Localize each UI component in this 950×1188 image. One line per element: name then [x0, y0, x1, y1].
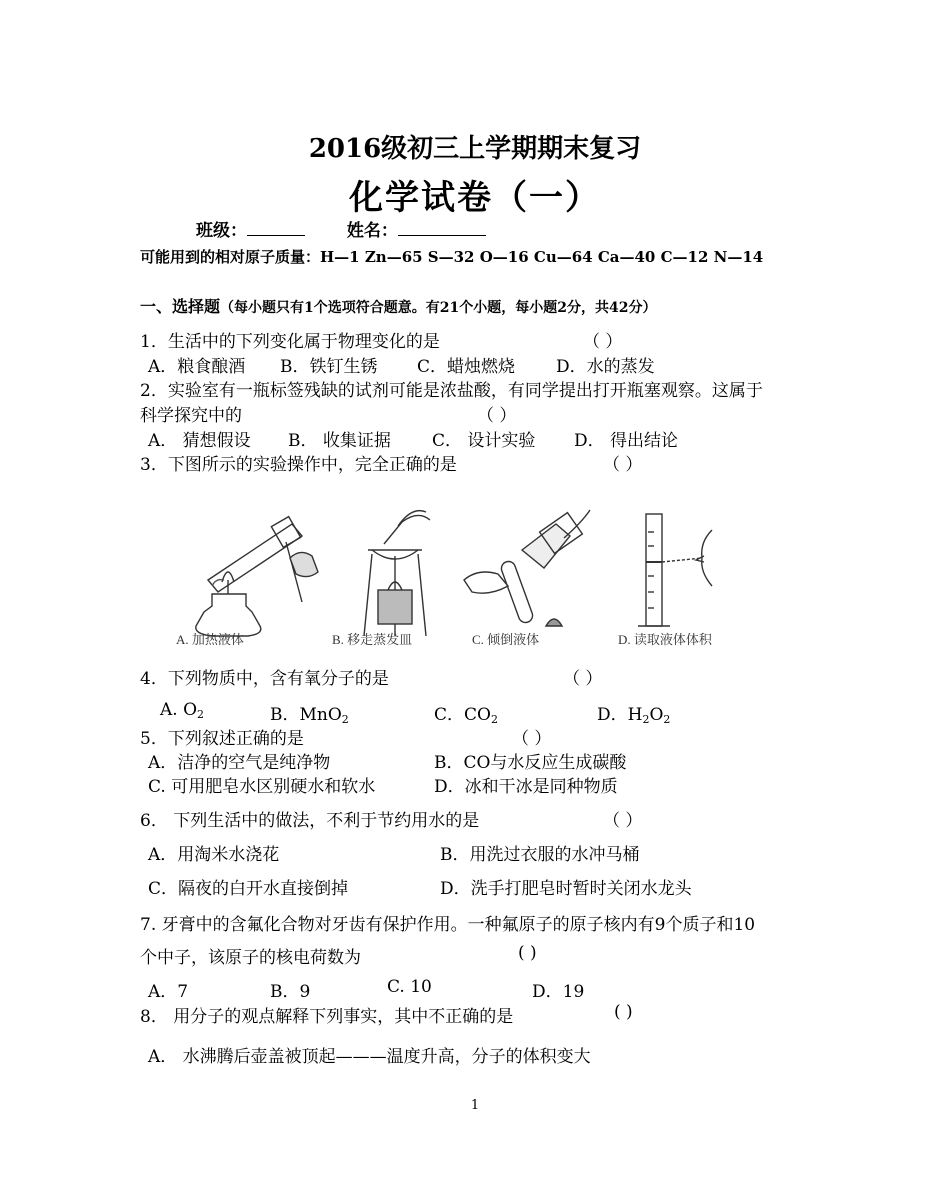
caption-d: D. 读取液体体积 — [618, 632, 712, 647]
q6-option-b[interactable]: B．用洗过衣服的水冲马桶 — [440, 845, 640, 865]
q8-option-a[interactable]: A． 水沸腾后壶盖被顶起———温度升高，分子的体积变大 — [148, 1047, 591, 1067]
q5-option-b[interactable]: B．CO与水反应生成碳酸 — [434, 753, 627, 773]
q1-stem: 1．生活中的下列变化属于物理变化的是 — [140, 332, 440, 352]
q6-paren[interactable]: （ ） — [603, 811, 643, 831]
caption-c: C. 倾倒液体 — [472, 632, 540, 647]
q5-option-a[interactable]: A．洁净的空气是纯净物 — [148, 753, 331, 773]
figure-d-reading-volume — [638, 514, 712, 626]
q2-option-c[interactable]: C． 设计实验 — [432, 431, 536, 451]
q4-option-a[interactable]: A. $O_2$ — [160, 700, 205, 721]
section-title: 一、选择题 — [140, 297, 221, 316]
title-line2: 化学试卷（一） — [349, 178, 601, 218]
q7-option-b[interactable]: B．9 — [270, 982, 311, 1002]
q5-stem: 5．下列叙述正确的是 — [140, 729, 304, 749]
q5-paren[interactable]: （ ） — [512, 729, 552, 749]
caption-a: A. 加热液体 — [176, 632, 244, 647]
q1-option-a[interactable]: A．粮食酿酒 — [148, 357, 246, 377]
title-line1: 2016级初三上学期期末复习 — [308, 134, 642, 164]
q4-paren[interactable]: （ ） — [563, 669, 603, 689]
q5-option-c[interactable]: C. 可用肥皂水区别硬水和软水 — [148, 777, 376, 797]
q1-option-d[interactable]: D．水的蒸发 — [556, 357, 655, 377]
class-label: 班级： — [196, 221, 247, 241]
q2-stem-cont: 科学探究中的 — [140, 406, 242, 426]
q7-option-a[interactable]: A．7 — [148, 982, 189, 1002]
section-heading — [140, 294, 656, 317]
atomic-masses: 可能用到的相对原子质量：H—1 Zn—65 S—32 O—16 Cu—64 Ca—40 C—12 N—14 — [140, 248, 764, 266]
q4-option-d[interactable]: D．$H_2O_2$ — [597, 705, 671, 726]
q7-paren[interactable]: ( ) — [518, 943, 537, 963]
figure-a-heating-liquid — [196, 517, 318, 636]
q2-stem: 2．实验室有一瓶标签残缺的试剂可能是浓盐酸，有同学提出打开瓶塞观察。这属于 — [140, 381, 763, 401]
q3-figure — [172, 502, 762, 652]
q3-stem: 3．下图所示的实验操作中，完全正确的是 — [140, 455, 457, 475]
q7-option-d[interactable]: D．19 — [532, 982, 585, 1002]
q2-paren[interactable]: （ ） — [477, 406, 517, 426]
q5-option-d[interactable]: D．冰和干冰是同种物质 — [434, 777, 618, 797]
q1-option-b[interactable]: B．铁钉生锈 — [280, 357, 378, 377]
section-note: （每小题只有1个选项符合题意。有21个小题，每小题2分，共42分） — [220, 300, 657, 316]
figure-c-pouring-liquid — [464, 510, 590, 626]
q7-stem: 7. 牙膏中的含氟化合物对牙齿有保护作用。一种氟原子的原子核内有9个质子和10 — [140, 915, 756, 935]
q8-paren[interactable]: ( ) — [614, 1002, 633, 1022]
name-label: 姓名： — [346, 221, 398, 241]
q4-stem: 4．下列物质中，含有氧分子的是 — [140, 669, 389, 689]
q6-stem: 6． 下列生活中的做法，不利于节约用水的是 — [140, 811, 480, 831]
name-blank[interactable] — [398, 219, 486, 236]
q2-option-b[interactable]: B． 收集证据 — [288, 431, 391, 451]
caption-b: B. 移走蒸发皿 — [332, 632, 413, 647]
q1-paren[interactable]: （ ） — [583, 332, 623, 352]
q4-option-b[interactable]: B．MnO$_2$ — [270, 705, 349, 726]
q6-option-d[interactable]: D．洗手打肥皂时暂时关闭水龙头 — [440, 879, 692, 899]
q4-option-c[interactable]: C．$CO_2$ — [434, 705, 498, 726]
q1-option-c[interactable]: C．蜡烛燃烧 — [417, 357, 516, 377]
page-number: 1 — [470, 1098, 480, 1113]
q3-paren[interactable]: （ ） — [603, 455, 643, 475]
q6-option-c[interactable]: C．隔夜的白开水直接倒掉 — [148, 879, 349, 899]
q8-stem: 8． 用分子的观点解释下列事实，其中不正确的是 — [140, 1007, 514, 1027]
q7-stem-cont: 个中子，该原子的核电荷数为 — [140, 948, 361, 968]
q6-option-a[interactable]: A．用淘米水浇花 — [148, 845, 280, 865]
student-info — [196, 216, 486, 241]
q2-option-d[interactable]: D． 得出结论 — [574, 431, 679, 451]
figure-b-evaporating-dish — [364, 511, 430, 636]
class-blank[interactable] — [247, 219, 305, 236]
q2-option-a[interactable]: A． 猜想假设 — [148, 431, 251, 451]
q7-option-c[interactable]: C. 10 — [387, 977, 432, 997]
